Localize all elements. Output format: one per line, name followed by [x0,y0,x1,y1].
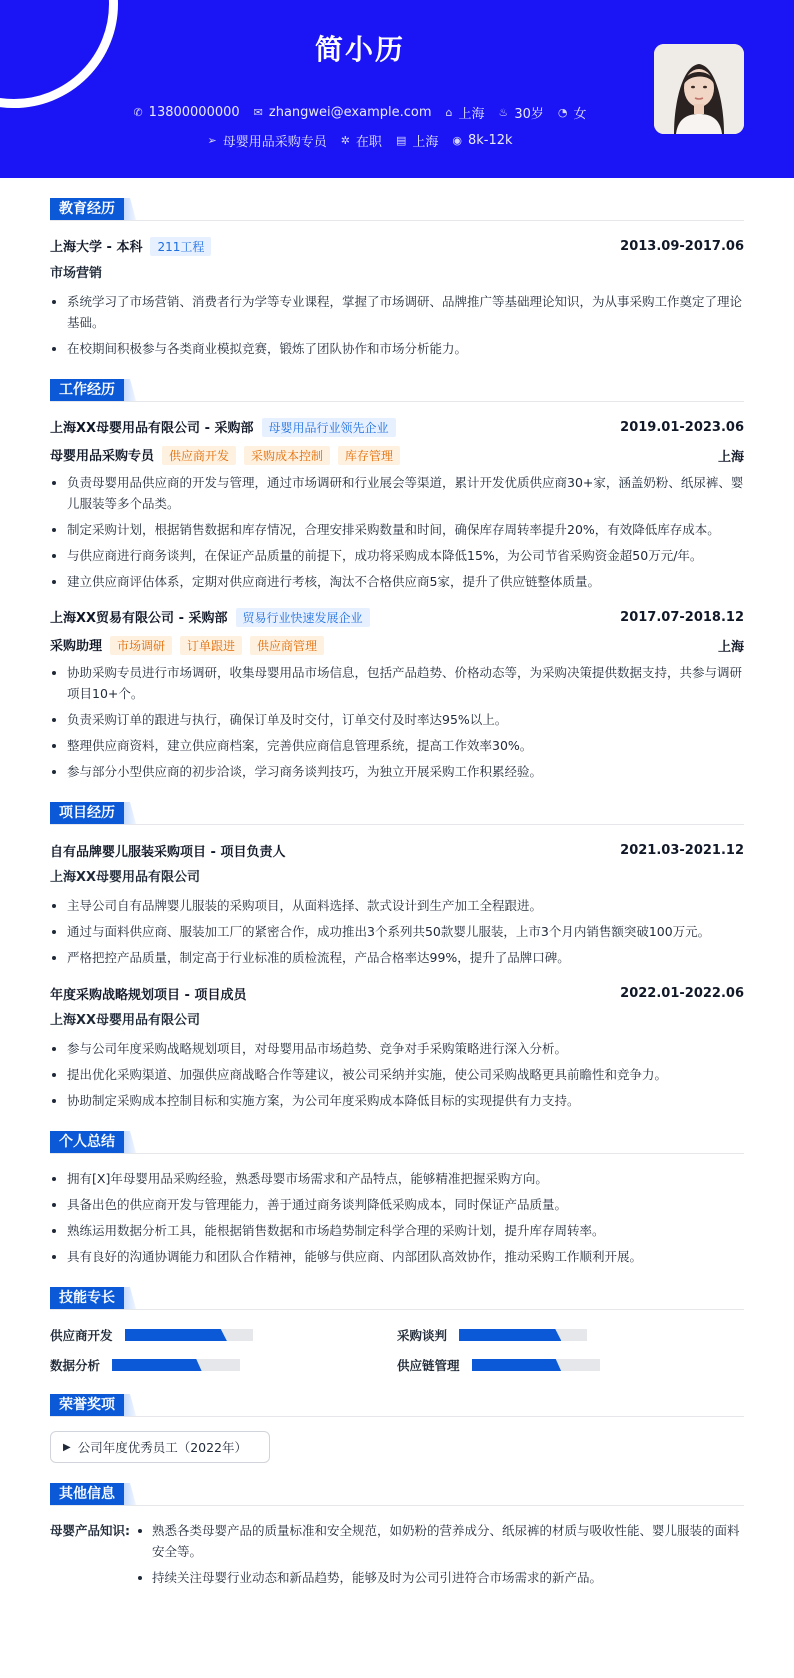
phone-text: 13800000000 [148,105,240,120]
project-entry [50,982,744,1111]
skill-name: 供应商开发 [50,1328,113,1343]
skill-bar-fill [459,1329,561,1341]
position: 母婴用品采购专员 [50,449,155,464]
list-item: 参与部分小型供应商的初步洽谈，学习商务谈判技巧，为独立开展采购工作积累经验。 [50,761,744,782]
list-item: 严格把控产品质量，制定高于行业标准的质检流程，产品合格率达99%，提升了品牌口碑。 [50,947,744,968]
list-item: 通过与面料供应商、服装加工厂的紧密合作，成功推出3个系列共50款婴儿服装，上市3个月内销售额突破100万元。 [50,921,744,942]
email-text: zhangwei@example.com [268,105,432,120]
skill-name: 采购谈判 [397,1328,448,1343]
position: 采购助理 [50,639,103,654]
skill-tag: 供应商管理 [250,636,324,655]
award-text: 公司年度优秀员工（2022年） [77,1440,248,1455]
skill-tag: 市场调研 [110,636,172,655]
gender-text: 女 [573,107,587,122]
job-location: 上海 [717,449,744,465]
skill-name: 供应链管理 [397,1358,460,1373]
company-name: 上海XX贸易有限公司 - 采购部 [50,611,228,626]
job-date: 2019.01-2023.06 [620,419,744,435]
section-title: 其他信息 [50,1483,124,1505]
skill-tag: 订单跟进 [180,636,242,655]
project-name: 自有品牌婴儿服装采购项目 - 项目负责人 [50,844,286,860]
list-item: 拥有[X]年母婴用品采购经验，熟悉母婴市场需求和产品特点，能够精准把握采购方向。 [50,1168,744,1189]
status-icon: ✲ [340,134,350,147]
avatar-photo [654,44,744,134]
project-date: 2022.01-2022.06 [620,985,744,1001]
award-item [50,1431,270,1463]
project-date: 2021.03-2021.12 [620,842,744,858]
skill-bar-fill [125,1329,227,1341]
section-title: 个人总结 [50,1131,124,1153]
project-name: 年度采购战略规划项目 - 项目成员 [50,987,247,1003]
cake-icon: ♨ [498,106,509,119]
other-header [50,1483,744,1506]
list-item: 整理供应商资料，建立供应商档案，完善供应商信息管理系统，提高工作效率30%。 [50,735,744,756]
project-org: 上海XX母婴用品有限公司 [50,870,201,885]
job-entry [50,416,744,592]
list-item: 提出优化采购渠道、加强供应商战略合作等建议，被公司采纳并实施，使公司采购战略更具前瞻性和竞争力。 [50,1064,744,1085]
summary-header [50,1131,744,1154]
email-item [254,103,432,122]
projects-header [50,802,744,825]
job-target-text: 母婴用品采购专员 [222,135,327,150]
status-item [341,131,382,150]
project-org: 上海XX母婴用品有限公司 [50,1013,201,1028]
job-target-item [207,131,326,150]
skill-bar [125,1329,253,1341]
skills-section [50,1287,744,1374]
contact-row [0,103,720,122]
work-section [50,379,744,782]
education-entry [50,235,744,359]
skill-bar [459,1329,587,1341]
skills-header [50,1287,744,1310]
education-section [50,198,744,359]
mail-icon: ✉ [253,106,263,119]
section-title: 项目经历 [50,802,124,824]
list-item: 制定采购计划，根据销售数据和库存情况，合理安排采购数量和时间，确保库存周转率提升20%，有效降低库存成本。 [50,519,744,540]
gender-icon: ◔ [557,106,568,119]
list-item: 协助制定采购成本控制目标和实施方案，为公司年度采购成本降低目标的实现提供有力支持。 [50,1090,744,1111]
skill-bar [472,1359,600,1371]
education-bullets [50,291,744,359]
major: 市场营销 [50,266,103,281]
projects-section [50,802,744,1111]
company-tag: 贸易行业快速发展企业 [236,608,370,627]
intent-row [0,131,720,150]
list-item: 持续关注母婴行业动态和新品趋势，能够及时为公司引进符合市场需求的新产品。 [130,1567,744,1588]
section-title: 技能专长 [50,1287,124,1309]
section-title: 工作经历 [50,379,124,401]
work-header [50,379,744,402]
list-item: 熟悉各类母婴产品的质量标准和安全规范，如奶粉的营养成分、纸尿裤的材质与吸收性能、婴儿服装的面料安全等。 [130,1520,744,1562]
play-icon: ▶ [63,1441,71,1453]
list-item: 负责母婴用品供应商的开发与管理，通过市场调研和行业展会等渠道，累计开发优质供应商30+家，涵盖奶粉、纸尿裤、婴儿服装等多个品类。 [50,472,744,514]
project-entry [50,839,744,968]
project-bullets [50,895,744,968]
job-date: 2017.07-2018.12 [620,609,744,625]
salary-item [452,131,512,150]
phone-icon: ✆ [133,106,143,119]
other-info [50,1520,744,1593]
skill-tag: 供应商开发 [162,446,236,465]
candidate-name: 简小历 [314,33,405,66]
education-header [50,198,744,221]
skills-grid [50,1326,744,1374]
status-text: 在职 [355,135,382,150]
phone-item [133,103,239,122]
send-icon: ➢ [207,134,217,147]
school-tag: 211工程 [150,237,211,256]
other-label: 母婴产品知识: [50,1523,130,1538]
other-bullets [130,1520,744,1593]
job-bullets [50,472,744,592]
company-name: 上海XX母婴用品有限公司 - 采购部 [50,421,254,436]
education-date: 2013.09-2017.06 [620,238,744,254]
city-text: 上海 [458,107,485,122]
resume-body [50,178,744,1593]
job-entry [50,606,744,782]
other-section [50,1483,744,1593]
awards-section [50,1394,744,1463]
skill-name: 数据分析 [50,1358,101,1373]
skill-item [50,1326,397,1344]
skill-bar [112,1359,240,1371]
salary-text: 8k-12k [467,133,513,148]
gender-item [558,103,587,122]
age-text: 30岁 [514,107,544,122]
list-item: 熟练运用数据分析工具，能根据销售数据和市场趋势制定科学合理的采购计划，提升库存周转率。 [50,1220,744,1241]
money-icon: ◉ [452,134,462,147]
list-item: 系统学习了市场营销、消费者行为学等专业课程，掌握了市场调研、品牌推广等基础理论知识，为从事采购工作奠定了理论基础。 [50,291,744,333]
section-title: 教育经历 [50,198,124,220]
skill-item [397,1356,744,1374]
job-location: 上海 [717,639,744,655]
building-icon: ▤ [395,134,407,147]
list-item: 协助采购专员进行市场调研，收集母婴用品市场信息，包括产品趋势、价格动态等，为采购决策提供数据支持，共参与调研项目10+个。 [50,662,744,704]
list-item: 与供应商进行商务谈判，在保证产品质量的前提下，成功将采购成本降低15%，为公司节省采购资金超50万元/年。 [50,545,744,566]
skill-bar-fill [112,1359,202,1371]
age-item [499,103,544,122]
skill-item [50,1356,397,1374]
skill-item [397,1326,744,1344]
list-item: 主导公司自有品牌婴儿服装的采购项目，从面料选择、款式设计到生产加工全程跟进。 [50,895,744,916]
list-item: 具有良好的沟通协调能力和团队合作精神，能够与供应商、内部团队高效协作，推动采购工作顺利开展。 [50,1246,744,1267]
awards-header [50,1394,744,1417]
list-item: 在校期间积极参与各类商业模拟竞赛，锻炼了团队协作和市场分析能力。 [50,338,744,359]
skill-tag: 采购成本控制 [244,446,330,465]
summary-bullets [50,1168,744,1267]
project-bullets [50,1038,744,1111]
skill-bar-fill [472,1359,562,1371]
job-bullets [50,662,744,782]
home-icon: ⌂ [445,106,453,119]
list-item: 建立供应商评估体系，定期对供应商进行考核，淘汰不合格供应商5家，提升了供应链整体质量。 [50,571,744,592]
resume-header [0,0,794,178]
skill-tag: 库存管理 [338,446,400,465]
target-city-item [396,131,438,150]
summary-section [50,1131,744,1267]
target-city-text: 上海 [412,135,439,150]
section-title: 荣誉奖项 [50,1394,124,1416]
list-item: 参与公司年度采购战略规划项目，对母婴用品市场趋势、竞争对手采购策略进行深入分析。 [50,1038,744,1059]
city-item [446,103,485,122]
company-tag: 母婴用品行业领先企业 [262,418,396,437]
avatar-portrait [654,44,744,134]
list-item: 具备出色的供应商开发与管理能力，善于通过商务谈判降低采购成本，同时保证产品质量。 [50,1194,744,1215]
list-item: 负责采购订单的跟进与执行，确保订单及时交付，订单交付及时率达95%以上。 [50,709,744,730]
school-name: 上海大学 - 本科 [50,240,143,255]
